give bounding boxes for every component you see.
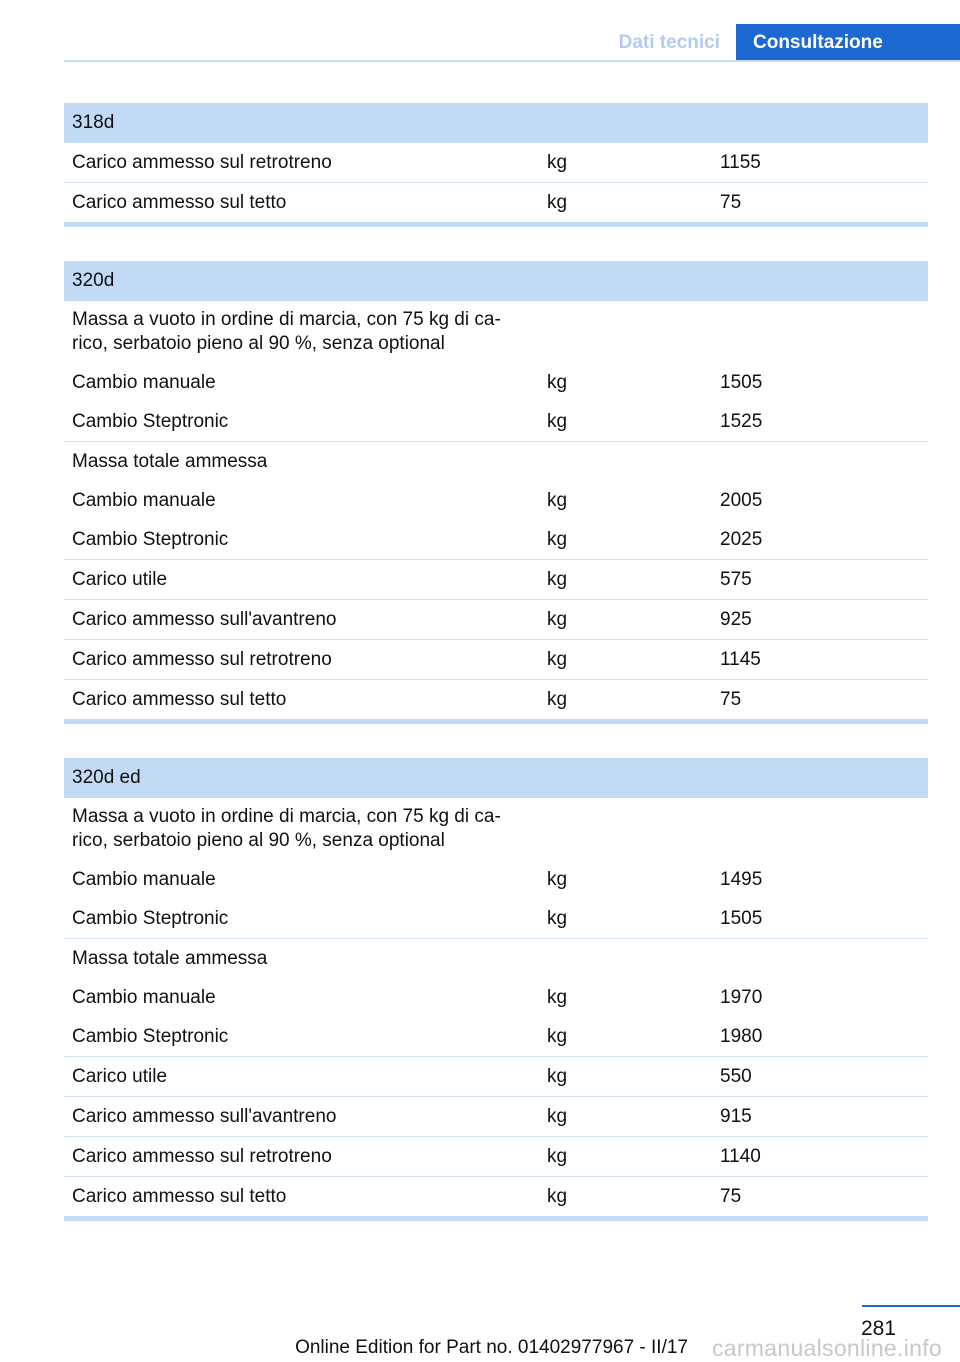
table-header-row (64, 261, 928, 301)
table-row (64, 939, 928, 979)
row-label: Carico ammesso sull'avantreno (64, 600, 539, 640)
row-unit: kg (547, 907, 568, 929)
table-row (64, 183, 928, 225)
table-row (64, 560, 928, 600)
row-label: Carico ammesso sul retrotreno (64, 640, 539, 680)
row-label: Carico ammesso sul retrotreno (72, 151, 332, 173)
table-row (64, 1137, 928, 1177)
row-label: Cambio manuale (72, 489, 216, 511)
table-row (64, 520, 928, 560)
table-row (64, 1057, 928, 1097)
row-label: Cambio Steptronic (72, 907, 229, 929)
page-footer (0, 1300, 960, 1362)
table-row (64, 143, 928, 183)
table-row (64, 363, 928, 402)
row-unit: kg (547, 528, 568, 550)
table-row (64, 680, 928, 722)
row-label: Carico utile (64, 1057, 539, 1097)
row-unit: kg (539, 183, 712, 225)
row-unit: kg (547, 410, 568, 432)
row-unit: kg (547, 371, 568, 393)
table-row (64, 640, 928, 680)
row-value: 1495 (720, 868, 763, 890)
model-name: 320d ed (64, 758, 539, 798)
row-unit: kg (547, 1025, 568, 1047)
row-value: 2025 (720, 528, 763, 550)
table-end-rule (64, 1219, 928, 1222)
row-unit: kg (539, 680, 712, 722)
table-row (64, 600, 928, 640)
row-unit: kg (547, 489, 568, 511)
table-row (64, 899, 928, 939)
row-label: Cambio manuale (72, 986, 216, 1008)
row-value: 1155 (720, 151, 761, 173)
row-label: Cambio Steptronic (72, 1025, 229, 1047)
page-number: 281 (860, 1317, 896, 1340)
row-unit: kg (547, 151, 568, 173)
chapter-tab[interactable]: Consultazione (736, 24, 960, 62)
row-value: 925 (712, 600, 928, 640)
table-row (64, 1177, 928, 1219)
table-row (64, 978, 928, 1017)
row-value: 915 (712, 1097, 928, 1137)
page-header (0, 0, 960, 62)
row-unit: kg (539, 1097, 712, 1137)
spec-table-320d (64, 261, 928, 724)
row-value: 550 (712, 1057, 928, 1097)
row-value: 1970 (720, 986, 763, 1008)
spec-table-318d (64, 103, 928, 227)
spec-table-320d-ed (64, 758, 928, 1221)
row-unit: kg (547, 986, 568, 1008)
row-value: 75 (712, 1177, 928, 1219)
table-end-rule (64, 722, 928, 725)
table-header-row (64, 103, 928, 143)
row-value: 1505 (720, 371, 763, 393)
row-label: Carico ammesso sul tetto (64, 680, 539, 722)
row-label: Carico utile (64, 560, 539, 600)
table-row (64, 860, 928, 899)
row-value: 1145 (712, 640, 928, 680)
row-label: Massa totale ammessa (64, 939, 539, 979)
watermark: carmanualsonline.info (711, 1335, 942, 1361)
row-label: Massa a vuoto in ordine di marcia, con 75 kg di ca- rico, serbatoio pieno al 90 %, senza optional (72, 806, 501, 851)
row-label: Massa a vuoto in ordine di marcia, con 75 kg di ca- rico, serbatoio pieno al 90 %, senza optional (72, 309, 501, 354)
model-name: 320d (64, 261, 539, 301)
table-row (64, 301, 928, 363)
row-unit: kg (547, 868, 568, 890)
row-label: Carico ammesso sul tetto (64, 1177, 539, 1219)
table-row (64, 481, 928, 520)
table-end-rule (64, 225, 928, 228)
table-row (64, 1017, 928, 1057)
row-value: 2005 (720, 489, 763, 511)
row-label: Cambio Steptronic (72, 528, 229, 550)
table-header-row (64, 758, 928, 798)
row-unit: kg (539, 1177, 712, 1219)
row-unit: kg (539, 1137, 712, 1177)
row-value: 1140 (712, 1137, 928, 1177)
edition-note: Online Edition for Part no. 01402977967 - II/17 (295, 1337, 688, 1358)
row-value: 1505 (720, 907, 763, 929)
header-rule (64, 60, 960, 62)
row-label: Carico ammesso sul tetto (64, 183, 539, 225)
page-number-rule (862, 1305, 960, 1307)
row-unit: kg (539, 1057, 712, 1097)
row-value: 1525 (720, 410, 763, 432)
row-unit: kg (539, 600, 712, 640)
row-label: Carico ammesso sull'avantreno (64, 1097, 539, 1137)
table-row (64, 798, 928, 860)
row-label: Cambio manuale (72, 371, 216, 393)
row-label: Carico ammesso sul retrotreno (64, 1137, 539, 1177)
row-value: 575 (712, 560, 928, 600)
row-value: 75 (712, 680, 928, 722)
row-label: Massa totale ammessa (64, 442, 539, 482)
section-tab[interactable]: Dati tecnici (618, 32, 720, 53)
table-row (64, 442, 928, 482)
row-unit: kg (539, 640, 712, 680)
spec-tables (64, 103, 928, 1255)
row-value: 1980 (720, 1025, 763, 1047)
row-value: 75 (712, 183, 928, 225)
row-unit: kg (539, 560, 712, 600)
table-row (64, 402, 928, 442)
table-row (64, 1097, 928, 1137)
model-name: 318d (64, 103, 539, 143)
row-label: Cambio manuale (72, 868, 216, 890)
row-label: Cambio Steptronic (72, 410, 229, 432)
